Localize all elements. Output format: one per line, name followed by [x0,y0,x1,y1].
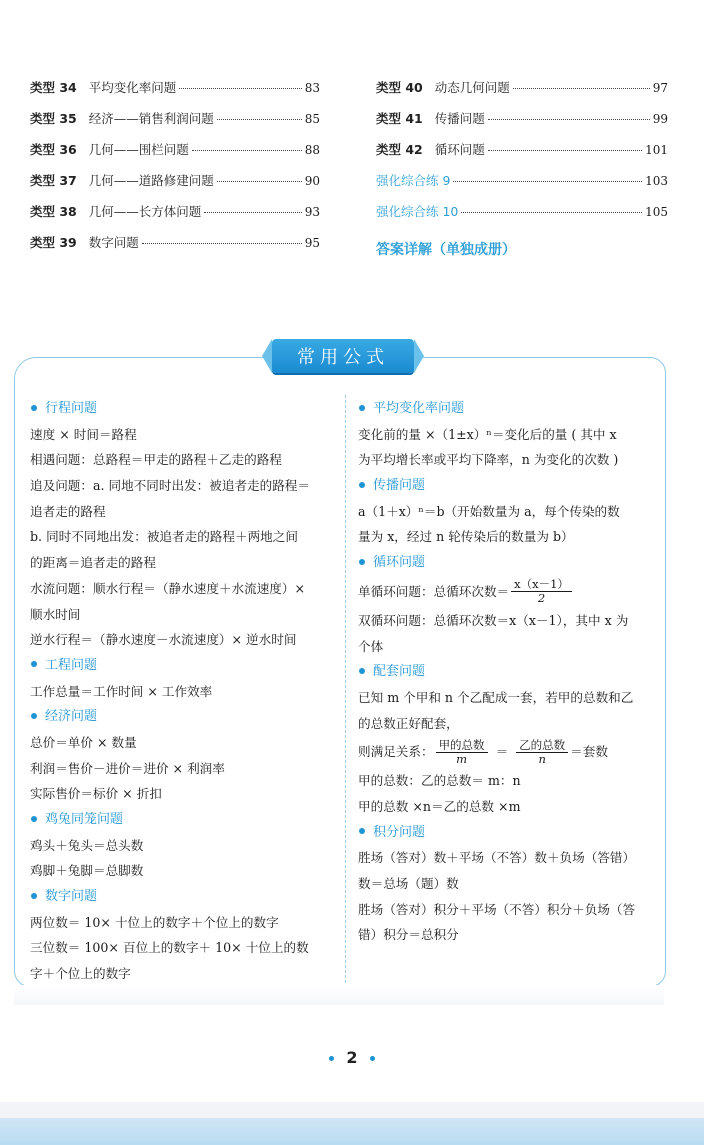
toc-title: 循环问题 [434,142,485,157]
toc-answer-link[interactable]: 答案详解（单独成册） [376,242,516,258]
formula-line: 胜场（答对）积分＋平场（不答）积分＋负场（答 [358,901,636,917]
heading-text: 行程问题 [45,401,98,416]
bullet-icon [31,816,37,822]
toc-right-column [376,78,668,265]
toc-leader [461,212,642,213]
formula-line: 甲的总数：乙的总数＝ m：n [358,773,521,789]
fraction-numerator: x（x－1） [511,578,572,592]
formula-line-fraction [358,576,654,608]
fraction [436,739,488,766]
formula-line: 量为 x，经过 n 轮传染后的数量为 b） [358,529,574,545]
formula-line: 总价＝单价 × 数量 [30,734,137,750]
formula-line: 鸡脚＋兔脚＝总脚数 [30,863,144,879]
toc-page: 105 [645,205,668,219]
toc-title: 几何——道路修建问题 [88,173,214,188]
toc-leader [453,181,642,182]
formula-line: 个体 [358,638,384,654]
fraction-numerator: 甲的总数 [436,739,488,753]
toc-page: 95 [304,236,320,250]
toc-leader [217,119,302,120]
bullet-icon [359,482,365,488]
formula-line: 的总数正好配套， [358,715,459,731]
formula-line: 为平均增长率或平均下降率，n 为变化的次数 ) [358,452,619,468]
formula-left-column [30,396,330,987]
formula-line: 顺水时间 [30,606,81,622]
formula-line: 已知 m 个甲和 n 个乙配成一套，若甲的总数和乙 [358,689,634,705]
toc-row[interactable] [30,109,320,140]
section-heading-score [358,820,654,846]
formula-line: 数＝总场（题）数 [358,876,459,891]
fraction [511,578,572,605]
formula-line: 两位数＝ 10× 十位上的数字＋个位上的数字 [30,914,279,930]
formula-line: 双循环问题：总循环次数＝x（x－1），其中 x 为 [358,612,629,628]
heading-text: 平均变化率问题 [373,401,465,416]
toc-type: 类型 42 [376,142,423,157]
formula-line: 水流问题：顺水行程＝（静水速度＋水流速度）× [30,580,306,596]
toc-page: 103 [645,174,668,188]
panel-fade [14,985,664,1005]
toc-type: 类型 41 [376,111,423,126]
heading-text: 循环问题 [373,555,426,571]
toc-leader [217,181,302,182]
toc-leader [513,88,650,89]
page-number-text: 2 [346,1048,358,1067]
toc-practice-row[interactable] [376,202,668,233]
formula-text: ＝套数 [570,744,608,760]
formula-line: 字＋个位上的数字 [30,966,131,982]
formula-line: 追及问题：a. 同地不同时出发：被追者走的路程＝ [30,478,310,494]
bullet-icon [329,1056,334,1061]
heading-text: 积分问题 [373,824,426,840]
formula-line: 逆水行程＝（静水速度－水流速度）× 逆水时间 [30,632,297,648]
formula-text: 单循环问题：总循环次数＝ [358,583,510,599]
heading-text: 配套问题 [373,664,426,680]
heading-text: 工程问题 [45,657,98,673]
formula-line: a（1＋x）ⁿ＝b（开始数量为 a，每个传染的数 [358,503,620,519]
formula-line: 变化前的量 ×（1±x）ⁿ＝变化后的量 ( 其中 x [358,426,617,442]
toc-page: 99 [652,112,668,126]
page-number [0,1048,704,1067]
section-heading-travel [30,396,330,422]
toc-row[interactable] [30,78,320,109]
toc-leader [179,88,301,89]
formula-line: 相遇问题：总路程＝甲走的路程＋乙走的路程 [30,452,282,468]
toc-title: 经济——销售利润问题 [88,111,214,126]
formula-line: 鸡头＋兔头＝总头数 [30,837,144,853]
formula-line: 实际售价＝标价 × 折扣 [30,786,162,802]
toc-row[interactable] [376,109,668,140]
formula-line: 三位数＝ 100× 百位上的数字＋ 10× 十位上的数 [30,940,309,956]
toc-practice-row[interactable] [376,171,668,202]
toc-practice-title: 强化综合练 10 [376,204,459,219]
toc-title: 平均变化率问题 [88,80,177,95]
toc-page: 93 [304,205,320,219]
bullet-icon [370,1056,375,1061]
formula-line: 速度 × 时间＝路程 [30,426,137,442]
bullet-icon [31,893,37,899]
toc-leader [192,150,302,151]
formula-line: b. 同时不同地出发：被追者走的路程＋两地之间 [30,529,298,545]
heading-text: 经济问题 [45,709,98,725]
toc-row[interactable] [376,140,668,171]
bullet-icon [359,828,365,834]
toc-type: 类型 36 [30,142,77,157]
toc-title: 几何——围栏问题 [88,142,189,157]
toc-leader [488,119,650,120]
formula-line: 错）积分＝总积分 [358,927,459,943]
toc-left-column [30,78,320,264]
formula-text: ＝ [495,744,509,760]
toc-title: 传播问题 [434,111,485,126]
heading-text: 数字问题 [45,889,98,905]
toc-page: 85 [304,112,320,126]
formula-line: 追者走的路程 [30,503,106,519]
section-heading-economy [30,704,330,730]
formula-text: 则满足关系： [358,744,434,760]
bullet-icon [359,559,365,565]
toc-type: 类型 37 [30,173,77,188]
toc-page: 101 [645,143,668,157]
toc-row[interactable] [376,78,668,109]
formula-line: 胜场（答对）数＋平场（不答）数＋负场（答错） [358,850,636,866]
formula-line: 甲的总数 ×n＝乙的总数 ×m [358,798,521,814]
toc-type: 类型 40 [376,80,423,95]
toc-title: 动态几何问题 [434,80,510,95]
section-heading-cycle [358,550,654,576]
toc-leader [488,150,642,151]
fraction-numerator: 乙的总数 [516,739,568,753]
fraction-denominator: n [538,751,546,766]
section-heading-chicken-rabbit [30,807,330,833]
bottom-band [0,1118,704,1145]
toc-type: 类型 34 [30,80,77,95]
toc-leader [142,243,302,244]
toc-row[interactable] [30,233,320,264]
toc-row[interactable] [30,171,320,202]
toc-type: 类型 39 [30,235,77,250]
section-heading-rate [358,396,654,422]
section-heading-spread [358,473,654,499]
toc-page: 83 [304,81,320,95]
bullet-icon [359,668,365,674]
toc-page: 97 [652,81,668,95]
toc-leader [204,212,301,213]
section-heading-matching [358,659,654,685]
formula-line-fraction [358,736,654,768]
toc-page: 88 [304,143,320,157]
bullet-icon [359,405,365,411]
column-divider [345,395,346,983]
bullet-icon [31,661,37,667]
formula-line: 利润＝售价－进价＝进价 × 利润率 [30,760,225,776]
formula-line: 的距离＝追者走的路程 [30,555,156,571]
toc-title: 数字问题 [88,235,139,250]
fraction [516,739,568,766]
section-heading-work [30,653,330,679]
fraction-denominator: 2 [537,591,546,606]
toc-type: 类型 35 [30,111,77,126]
formula-line: 工作总量＝工作时间 × 工作效率 [30,683,213,699]
formula-right-column [358,396,654,948]
fraction-denominator: m [456,751,468,766]
toc-practice-title: 强化综合练 9 [376,173,451,188]
heading-text: 传播问题 [373,478,426,494]
toc-title: 几何——长方体问题 [88,204,202,219]
toc-row[interactable] [30,202,320,233]
toc-page: 90 [304,174,320,188]
toc-row[interactable] [30,140,320,171]
section-heading-number [30,884,330,910]
toc-type: 类型 38 [30,204,77,219]
bullet-icon [31,405,37,411]
bullet-icon [31,713,37,719]
formula-banner: 常用公式 [272,339,414,373]
heading-text: 鸡兔同笼问题 [45,812,124,827]
